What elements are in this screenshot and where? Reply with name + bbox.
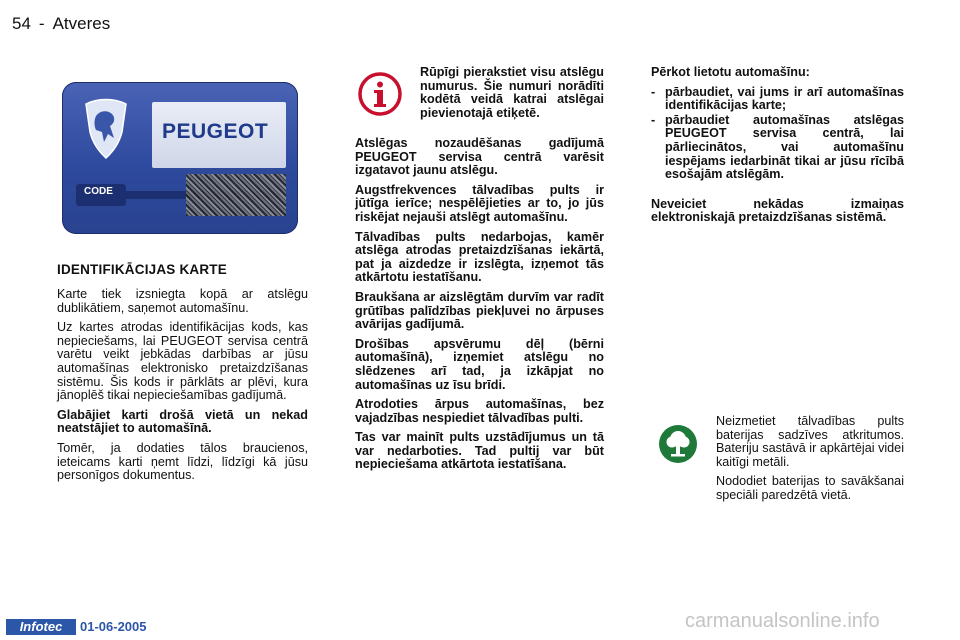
list-item: - pārbaudiet automašīnas atslēgas PEUGEOT servisa centrā, lai pārliecinātos, vai automašīnu iespējams iedarbināt tikai ar jūsu rīcībā esošajām atslēgām. [651,112,904,182]
identification-paragraph: Glabājiet karti drošā vietā un nekad neatstājiet to automašīnā. [57,407,308,436]
watermark: carmanualsonline.info [685,610,880,632]
identification-paragraph: Tomēr, ja dodaties tālos braucienos, ieteicams karti ņemt līdzi, līdzīgi kā jūsu personīgos dokumentus. [57,440,308,483]
page-number: 54 [12,14,31,33]
footer-date: 01-06-2005 [80,619,147,634]
tree-icon [658,424,698,464]
warning-paragraph: Atslēgas nozaudēšanas gadījumā PEUGEOT servisa centrā varēsit izgatavot jaunu atslēgu. [355,136,604,178]
identification-text [57,288,308,489]
page-header [12,14,118,34]
infotec-logo: Infotec [6,619,76,635]
used-car-section [651,66,904,231]
card-brand-text: PEUGEOT [162,120,269,143]
environment-text [716,415,904,509]
list-item-text: pārbaudiet, vai jums ir arī automašīnas identifikācijas karte; [665,84,904,113]
warning-paragraph: Braukšana ar aizslēgtām durvīm var radīt grūtības palīdzības piekļuvei no ārpuses avārijas gadījumā. [355,289,604,332]
warning-paragraph: Tas var mainīt pults uzstādījumus un tā var nedarboties. Tad pultij var būt nepieciešama atkārtota iestatīšana. [355,430,604,472]
list-item: - pārbaudiet, vai jums ir arī automašīnas identifikācijas karte; [651,84,904,113]
used-car-list [651,86,904,182]
used-car-heading: Pērkot lietotu automašīnu: [651,65,810,79]
used-car-note: Neveiciet nekādas izmaiņas elektroniskajā pretaizdzīšanas sistēmā. [651,196,904,225]
warning-paragraph: Tālvadības pults nedarbojas, kamēr atslēga atrodas pretaizdzīšanas iekārtā, pat ja aizdedze ir izslēgta, izņemot tās atkārtotu iestatīšanu. [355,229,604,285]
warning-intro: Rūpīgi pierakstiet visu atslēgu numurus. Šie numuri norādīti kodētā veidā katrai atslēgai pievienotajā etiķetē. [420,65,604,120]
scratch-film [186,174,286,216]
identification-paragraph: Uz kartes atrodas identifikācijas kods, kas nepieciešams, lai PEUGEOT servisa centrā varētu veikt jebkādas darbības ar jūsu automašīnas elektronisko pretaizdzīšanas sistēmu. Šis kods ir pārklāts ar plēvi, kura jānoplēš tikai nepieciešamības gadījumā. [57,320,308,403]
card-code-label: CODE [84,186,113,197]
peugeot-lion-logo-icon [78,96,134,162]
header-separator: - [38,14,45,33]
warning-paragraph: Drošības apsvērumu dēļ (bērni automašīnā), izņemiet atslēgu no slēdzenes arī tad, ja izkāpjat no automašīnas uz īsu brīdi. [355,336,604,392]
environment-paragraph: Neizmetiet tālvadības pults baterijas sadzīves atkritumos. Bateriju sastāvā ir apkārtējai videi kaitīgi metāli. [716,414,904,469]
identification-paragraph: Karte tiek izsniegta kopā ar atslēgu dublikātiem, saņemot automašīnu. [57,287,308,315]
environment-paragraph: Nododiet baterijas to savākšanai speciāli paredzētā vietā. [716,474,904,502]
warning-paragraph: Atrodoties ārpus automašīnas, bez vajadzības nespiediet tālvadības pulti. [355,397,604,425]
warning-paragraph: Augstfrekvences tālvadības pults ir jūtīga ierīce; nespēlējieties ar to, jo jūs riskējat nejauši atslēgt automašīnu. [355,182,604,224]
identification-heading: IDENTIFIKĀCIJAS KARTE [57,262,227,277]
identification-card-image [62,82,298,234]
list-item-text: pārbaudiet automašīnas atslēgas PEUGEOT servisa centrā, lai pārliecinātos, vai automašīnu iespējams iedarbināt tikai ar jūsu rīcībā esošajām atslēgām. [665,112,904,182]
warning-text [355,137,604,478]
section-title: Atveres [52,14,111,33]
info-icon [358,72,402,116]
